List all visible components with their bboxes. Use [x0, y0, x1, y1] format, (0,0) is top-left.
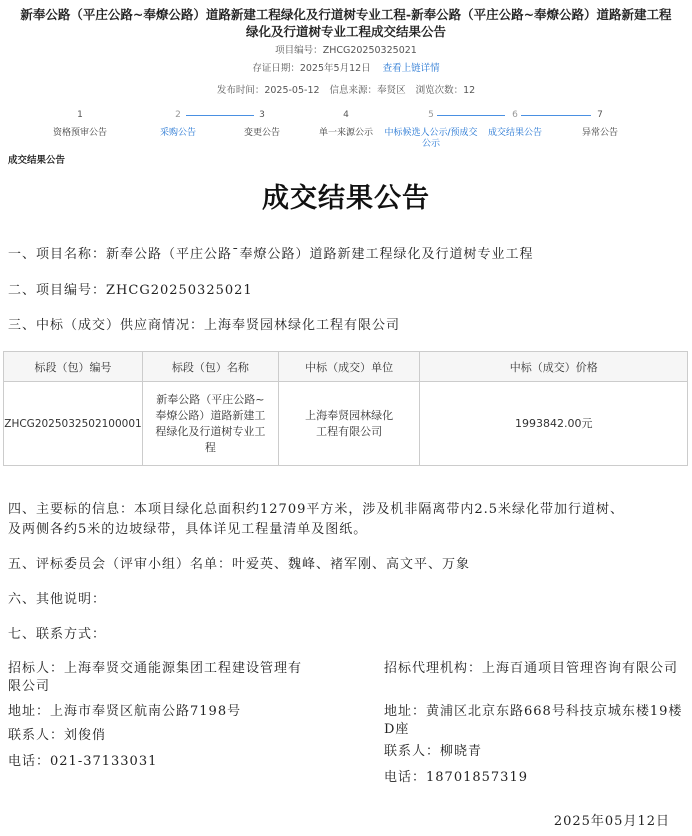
step-label: 资格预审公告 — [52, 128, 107, 138]
step-number: 6 — [512, 110, 518, 120]
step-number: 5 — [428, 110, 434, 120]
main-info-para-1: 四、主要标的信息：本项目绿化总面积约12709平方米，涉及机非隔离带内2.5米绿化带加行道树、 — [8, 502, 625, 517]
source-value: 奉贤区 — [377, 85, 406, 96]
evidence-label: 存证日期： — [252, 63, 300, 74]
cell-winner: 上海奉贤园林绿化工程有限公司 — [278, 382, 420, 466]
step-single-source[interactable] — [296, 108, 396, 139]
step-number: 7 — [597, 110, 603, 120]
step-exception[interactable] — [550, 108, 650, 139]
process-steps — [0, 108, 692, 158]
publish-date: 2025-05-12 — [264, 85, 320, 96]
step-label: 采购公告 — [159, 128, 196, 138]
document-title: 成交结果公告 — [262, 183, 430, 214]
supplier-para: 三、中标（成交）供应商情况：上海奉贤园林绿化工程有限公司 — [8, 318, 401, 333]
page-header-title: 新奉公路（平庄公路~奉燎公路）道路新建工程绿化及行道树专业工程-新奉公路（平庄公路~奉燎公路）道路新建工程绿化及行道树专业工程成交结果公告 — [20, 7, 672, 39]
other-notes-para: 六、其他说明： — [8, 592, 107, 607]
contact-left-address: 地址：上海市奉贤区航南公路7198号 — [8, 704, 242, 719]
step-label: 单一来源公示 — [318, 128, 373, 138]
header-lot-code: 标段（包）编号 — [4, 352, 143, 382]
step-label: 中标候选人公示/预成交公示 — [384, 128, 478, 149]
step-label: 异常公告 — [581, 128, 618, 138]
views-label: 浏览次数： — [415, 85, 464, 96]
section-breadcrumb: 成交结果公告 — [8, 155, 66, 166]
table-row — [4, 382, 688, 466]
step-label: 成交结果公告 — [487, 128, 542, 138]
header-price: 中标（成交）价格 — [420, 352, 688, 382]
step-number: 3 — [259, 110, 265, 120]
cell-lot-code: ZHCG2025032502100001 — [4, 382, 143, 466]
chain-detail-link[interactable]: 查看上链详情 — [382, 63, 440, 74]
project-name-para: 一、项目名称：新奉公路（平庄公路¯奉燎公路）道路新建工程绿化及行道树专业工程 — [8, 247, 534, 262]
step-number: 4 — [343, 110, 349, 120]
publish-label: 发布时间： — [216, 85, 265, 96]
contact-right-address: 地址：黄浦区北京东路668号科技京城东楼19楼D座 — [384, 704, 683, 737]
contact-right-phone: 电话：18701857319 — [384, 770, 528, 785]
evidence-line — [0, 60, 692, 74]
committee-para: 五、评标委员会（评审小组）名单：叶爱英、魏峰、褚军刚、高文平、万象 — [8, 557, 471, 572]
step-label: 变更公告 — [243, 128, 280, 138]
evidence-date: 2025年5月12日 — [299, 63, 371, 74]
document-date: 2025年05月12日 — [553, 814, 670, 829]
step-prequalification[interactable] — [30, 108, 130, 139]
main-info-para-2: 及两侧各约5米的边坡绿带，具体详见工程量清单及图纸。 — [8, 522, 368, 537]
project-no-value: ZHCG20250325021 — [322, 45, 417, 56]
contact-left-org: 招标人：上海奉贤交通能源集团工程建设管理有限公司 — [8, 661, 303, 694]
table-header-row — [4, 352, 688, 382]
contact-right-org: 招标代理机构：上海百通项目管理咨询有限公司 — [384, 661, 679, 676]
header-lot-name: 标段（包）名称 — [142, 352, 278, 382]
result-table — [3, 351, 688, 466]
contact-left-phone: 电话：021-37133031 — [8, 754, 158, 769]
cell-price: 1993842.00元 — [420, 382, 688, 466]
cell-lot-name: 新奉公路（平庄公路~奉燎公路）道路新建工程绿化及行道树专业工程 — [142, 382, 278, 466]
header-winner: 中标（成交）单位 — [278, 352, 420, 382]
step-number: 2 — [175, 110, 181, 120]
project-no-label: 项目编号： — [275, 45, 323, 56]
views-count: 12 — [463, 85, 476, 96]
source-label: 信息来源： — [329, 85, 378, 96]
step-number: 1 — [77, 110, 83, 120]
project-number-line — [0, 42, 692, 56]
contact-left-person: 联系人：刘俊俏 — [8, 728, 107, 743]
project-number-para: 二、项目编号：ZHCG20250325021 — [8, 283, 253, 298]
contact-right-person: 联系人：柳晓青 — [384, 744, 483, 759]
publish-info-line — [0, 82, 692, 96]
contact-heading: 七、联系方式： — [8, 627, 107, 642]
